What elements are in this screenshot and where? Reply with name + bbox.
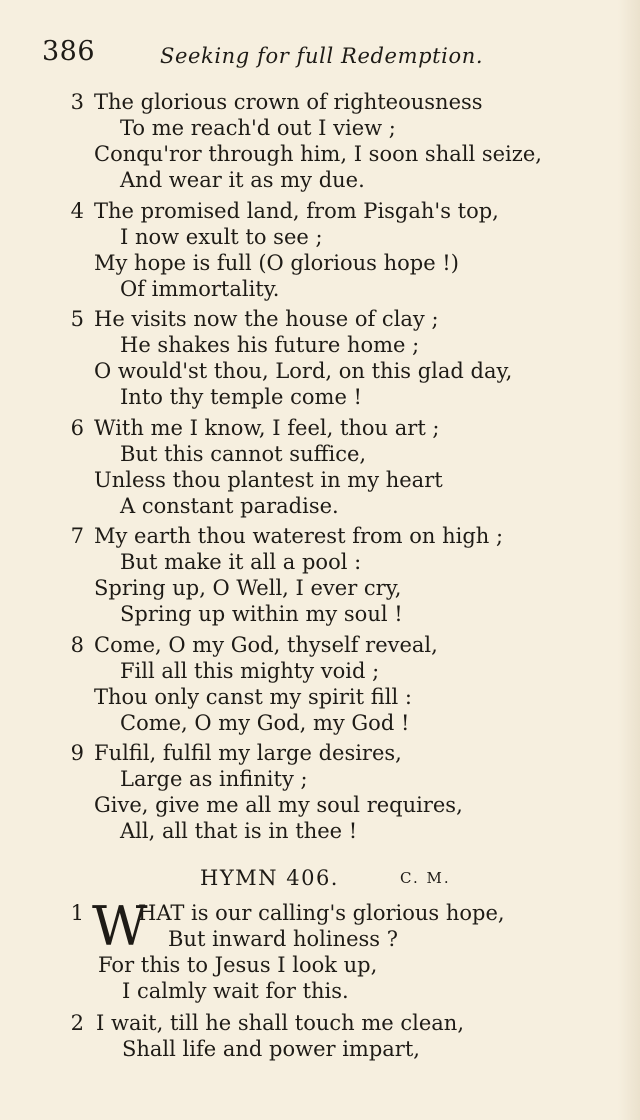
verse-line: Conqu'ror through him, I soon shall seize, (94, 142, 542, 166)
verse-line: He visits now the house of clay ; (94, 307, 439, 331)
stanza-number: 1 (70, 901, 84, 925)
verse-line: For this to Jesus I look up, (98, 953, 378, 977)
verse-line: The glorious crown of righteousness (94, 90, 483, 114)
verse-line: But make it all a pool : (120, 550, 362, 574)
hymn-meter: C. M. (400, 869, 451, 887)
verse-line: I now exult to see ; (120, 225, 323, 249)
page-number: 386 (42, 36, 96, 67)
drop-cap: W (92, 895, 148, 958)
page-edge-shadow (618, 0, 640, 1120)
verse-line: Thou only canst my spirit fill : (94, 685, 412, 709)
verse-line: Into thy temple come ! (120, 385, 362, 409)
verse-line: Give, give me all my soul requires, (94, 793, 463, 817)
stanza-number: 4 (70, 199, 84, 223)
verse-line: Come, O my God, thyself reveal, (94, 633, 438, 657)
verse-line: Of immortality. (120, 277, 280, 301)
verse-line: And wear it as my due. (120, 168, 365, 192)
verse-line: Shall life and power impart, (122, 1037, 420, 1061)
verse-line: A constant paradise. (120, 494, 339, 518)
hymn-number: HYMN 406. (200, 866, 339, 890)
verse-line: Come, O my God, my God ! (120, 711, 410, 735)
verse-line: My hope is full (O glorious hope !) (94, 251, 459, 275)
stanza-number: 3 (70, 90, 84, 114)
running-head (42, 36, 602, 76)
verse-line: With me I know, I feel, thou art ; (94, 416, 440, 440)
verse-line: O would'st thou, Lord, on this glad day, (94, 359, 513, 383)
verse-line: Fill all this mighty void ; (120, 659, 380, 683)
page-title: Seeking for full Redemption. (160, 44, 484, 68)
verse-line: Spring up, O Well, I ever cry, (94, 576, 402, 600)
verse-line: Fulfil, fulfil my large desires, (94, 741, 402, 765)
verse-line: My earth thou waterest from on high ; (94, 524, 504, 548)
stanza-number: 5 (70, 307, 84, 331)
verse-line: But this cannot suffice, (120, 442, 367, 466)
verse-line: The promised land, from Pisgah's top, (94, 199, 499, 223)
stanza-number: 2 (70, 1011, 84, 1035)
verse-line: I calmly wait for this. (122, 979, 349, 1003)
verse-line: Large as infinity ; (120, 767, 308, 791)
verse-line: To me reach'd out I view ; (120, 116, 396, 140)
verse-line: He shakes his future home ; (120, 333, 420, 357)
stanza-number: 6 (70, 416, 84, 440)
verse-line: HAT is our calling's glorious hope, (138, 901, 505, 925)
verse-line: Unless thou plantest in my heart (94, 468, 443, 492)
verse-line: I wait, till he shall touch me clean, (96, 1011, 465, 1035)
verse-line: Spring up within my soul ! (120, 602, 403, 626)
hymn-heading (200, 866, 500, 894)
verse-line: All, all that is in thee ! (120, 819, 358, 843)
stanza-number: 9 (70, 741, 84, 765)
stanza-number: 7 (70, 524, 84, 548)
stanza-number: 8 (70, 633, 84, 657)
verse-line: But inward holiness ? (168, 927, 399, 951)
